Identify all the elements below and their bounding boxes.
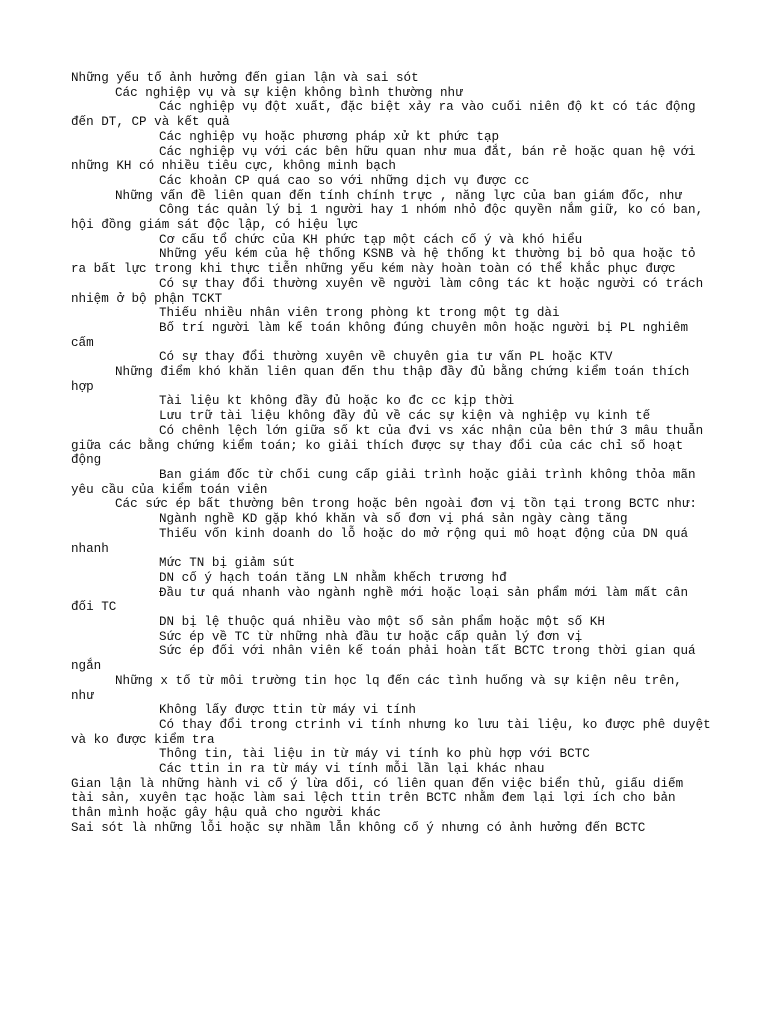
list-item: Các nghiệp vụ hoặc phương pháp xử kt phức tạp <box>159 129 500 144</box>
list-item: DN cố ý hạch toán tăng LN nhằm khếch trương hđ <box>159 570 507 585</box>
list-item: Sức ép đối với nhân viên kế toán phải hoàn tất BCTC trong thời gian quá ngắn <box>71 644 696 674</box>
list-item: Những yếu kém của hệ thống KSNB và hệ thống kt thường bị bỏ qua hoặc tỏ ra bất lực trong khi thực tiễn những yếu kém này hoàn toàn có thể khắc phục được <box>71 247 696 277</box>
list-item: Các khoản CP quá cao so với những dịch vụ được cc <box>159 173 530 188</box>
list-item: Lưu trữ tài liệu không đầy đủ về các sự kiện và nghiệp vụ kinh tế <box>159 409 651 424</box>
list-item: Có sự thay đổi thường xuyên về chuyên gia tư vấn PL hoặc KTV <box>159 350 613 365</box>
list-item: Có thay đổi trong ctrinh vi tính nhưng ko lưu tài liệu, ko được phê duyệt và ko được kiểm tra <box>71 717 711 747</box>
list-heading: Những x tố từ môi trường tin học lq đến các tình huống và sự kiện nêu trên, như <box>71 673 682 703</box>
list-item: Các nghiệp vụ với các bên hữu quan như mua đắt, bán rẻ hoặc quan hệ với những KH có nhiều tiêu cực, không minh bạch <box>71 144 696 174</box>
list-item: Thiếu vốn kinh doanh do lỗ hoặc do mở rộng qui mô hoạt động của DN quá nhanh <box>71 526 689 556</box>
list-heading: Các sức ép bất thường bên trong hoặc bên ngoài đơn vị tồn tại trong BCTC như: <box>115 497 697 512</box>
list-item: Thông tin, tài liệu in từ máy vi tính ko phù hợp với BCTC <box>159 747 590 762</box>
list-item: Có sự thay đổi thường xuyên về người làm công tác kt hoặc người có trách nhiệm ở bộ phận TCKT <box>71 276 704 306</box>
paragraph: Gian lận là những hành vi cố ý lừa dối, có liên quan đến việc biển thủ, giấu diếm tài sản, xuyên tạc hoặc làm sai lệch ttin trên BCTC nhằm đem lại lợi ích cho bản thân mình hoặc gây hậu quả cho người khác <box>71 776 684 821</box>
list-heading: Các nghiệp vụ và sự kiện không bình thường như <box>115 85 463 100</box>
paragraph: Sai sót là những lỗi hoặc sự nhầm lẫn không cố ý nhưng có ảnh hưởng đến BCTC <box>71 820 646 835</box>
list-item: Công tác quản lý bị 1 người hay 1 nhóm nhỏ độc quyền nắm giữ, ko có ban, hội đồng giám sát độc lập, có hiệu lực <box>71 203 704 233</box>
list-item: Sức ép về TC từ những nhà đầu tư hoặc cấp quản lý đơn vị <box>159 629 583 644</box>
list-item: Ngành nghề KD gặp khó khăn và số đơn vị phá sản ngày càng tăng <box>159 512 628 527</box>
list-item: Tài liệu kt không đầy đủ hoặc ko đc cc kịp thời <box>159 394 515 409</box>
list-heading: Những vấn đề liên quan đến tính chính trực , năng lực của ban giám đốc, như <box>115 188 682 203</box>
list-item: Ban giám đốc từ chối cung cấp giải trình hoặc giải trình không thỏa mãn yêu cầu của kiểm toán viên <box>71 467 696 497</box>
list-item: DN bị lệ thuộc quá nhiều vào một số sản phẩm hoặc một số KH <box>159 615 605 630</box>
list-heading: Những điểm khó khăn liên quan đến thu thập đầy đủ bằng chứng kiểm toán thích hợp <box>71 365 690 394</box>
list-item: Các nghiệp vụ đột xuất, đặc biệt xảy ra vào cuối niên độ kt có tác động đến DT, CP và kết quả <box>71 100 696 130</box>
paragraph: Những yếu tố ảnh hưởng đến gian lận và sai sót <box>71 71 419 85</box>
list-item: Mức TN bị giảm sút <box>159 556 296 571</box>
list-item: Đầu tư quá nhanh vào ngành nghề mới hoặc loại sản phẩm mới làm mất cân đối TC <box>71 585 689 615</box>
list-item: Các ttin in ra từ máy vi tính mỗi lần lại khác nhau <box>159 762 545 777</box>
list-item: Cơ cấu tổ chức của KH phức tạp một cách cố ý và khó hiểu <box>159 232 583 247</box>
document-body <box>71 71 711 836</box>
list-item: Bố trí người làm kế toán không đúng chuyên môn hoặc người bị PL nghiêm cấm <box>71 320 689 350</box>
list-item: Thiếu nhiều nhân viên trong phòng kt trong một tg dài <box>159 306 560 321</box>
list-item: Không lấy được ttin từ máy vi tính <box>159 703 416 718</box>
list-item: Có chênh lệch lớn giữa số kt của đvi vs xác nhận của bên thứ 3 mâu thuẫn giữa các bằng chứng kiểm toán; ko giải thích được sự thay đổi của các chỉ số hoạt động <box>71 423 704 468</box>
